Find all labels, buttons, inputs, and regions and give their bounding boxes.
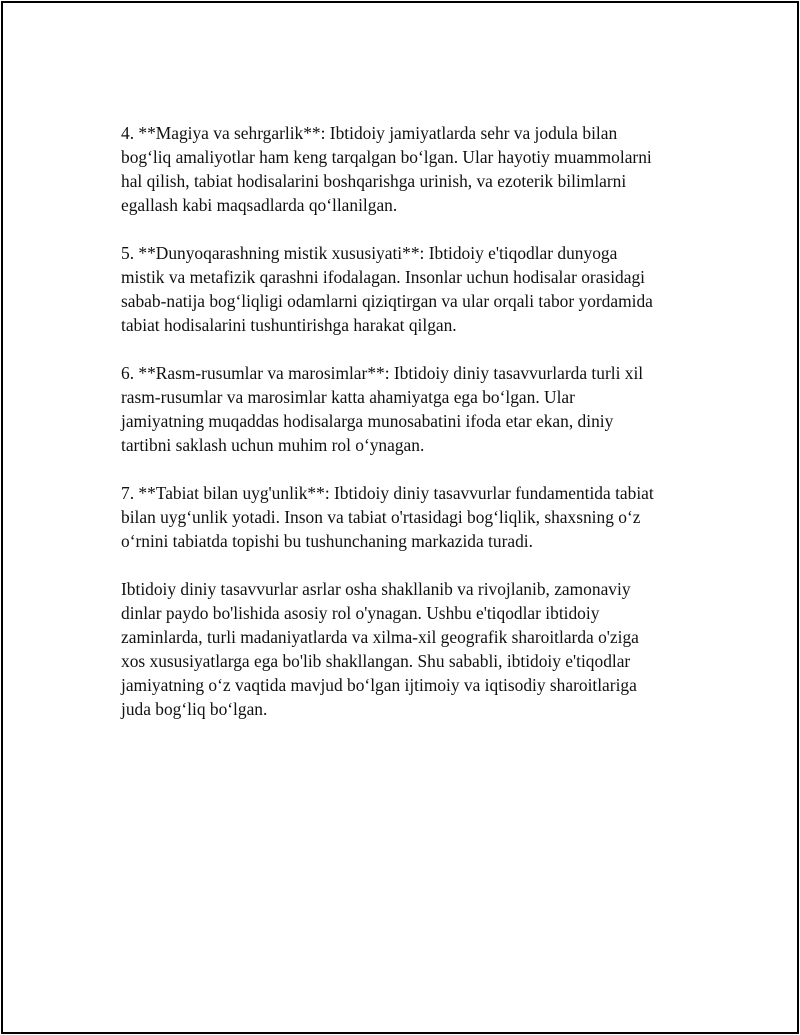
text-line: 4. **Magiya va sehrgarlik**: Ibtidoiy jamiyatlarda sehr va jodula bilan xyxy=(121,123,618,143)
text-line: 6. **Rasm-rusumlar va marosimlar**: Ibtidoiy diniy tasavvurlarda turli xil xyxy=(121,363,644,383)
paragraph-dunyoqarash xyxy=(121,241,711,337)
text-line: o‘rnini tabiatda topishi bu tushunchaning markazida turadi. xyxy=(121,531,533,551)
text-line: zaminlarda, turli madaniyatlarda va xilma-xil geografik sharoitlarda o'ziga xyxy=(121,627,639,647)
text-line: sabab-natija bog‘liqligi odamlarni qiziqtirgan va ular orqali tabor yordamida xyxy=(121,291,653,311)
text-line: bog‘liq amaliyotlar ham keng tarqalgan bo‘lgan. Ular hayotiy muammolarni xyxy=(121,147,652,167)
document-body xyxy=(121,121,711,745)
text-line: dinlar paydo bo'lishida asosiy rol o'ynagan. Ushbu e'tiqodlar ibtidoiy xyxy=(121,603,600,623)
text-line: mistik va metafizik qarashni ifodalagan. Insonlar uchun hodisalar orasidagi xyxy=(121,267,645,287)
text-line: egallash kabi maqsadlarda qo‘llanilgan. xyxy=(121,195,398,215)
text-line: hal qilish, tabiat hodisalarini boshqarishga urinish, va ezoterik bilimlarni xyxy=(121,171,627,191)
text-line: 7. **Tabiat bilan uyg'unlik**: Ibtidoiy diniy tasavvurlar fundamentida tabiat xyxy=(121,483,654,503)
paragraph-rasm-rusumlar xyxy=(121,361,711,457)
text-line: tabiat hodisalarini tushuntirishga harakat qilgan. xyxy=(121,315,457,335)
text-line: rasm-rusumlar va marosimlar katta ahamiyatga ega bo‘lgan. Ular xyxy=(121,387,575,407)
paragraph-conclusion xyxy=(121,577,711,721)
text-line: jamiyatning muqaddas hodisalarga munosabatini ifoda etar ekan, diniy xyxy=(121,411,614,431)
text-line: bilan uyg‘unlik yotadi. Inson va tabiat o'rtasidagi bog‘liqlik, shaxsning o‘z xyxy=(121,507,641,527)
text-line: 5. **Dunyoqarashning mistik xususiyati**: Ibtidoiy e'tiqodlar dunyoga xyxy=(121,243,618,263)
text-line: tartibni saklash uchun muhim rol o‘ynagan. xyxy=(121,435,425,455)
page-frame xyxy=(1,1,799,1034)
text-line: xos xususiyatlarga ega bo'lib shakllangan. Shu sababli, ibtidoiy e'tiqodlar xyxy=(121,651,631,671)
paragraph-magiya xyxy=(121,121,711,217)
paragraph-tabiat xyxy=(121,481,711,553)
text-line: Ibtidoiy diniy tasavvurlar asrlar osha shakllanib va rivojlanib, zamonaviy xyxy=(121,579,631,599)
text-line: jamiyatning o‘z vaqtida mavjud bo‘lgan ijtimoiy va iqtisodiy sharoitlariga xyxy=(121,675,637,695)
text-line: juda bog‘liq bo‘lgan. xyxy=(121,699,268,719)
